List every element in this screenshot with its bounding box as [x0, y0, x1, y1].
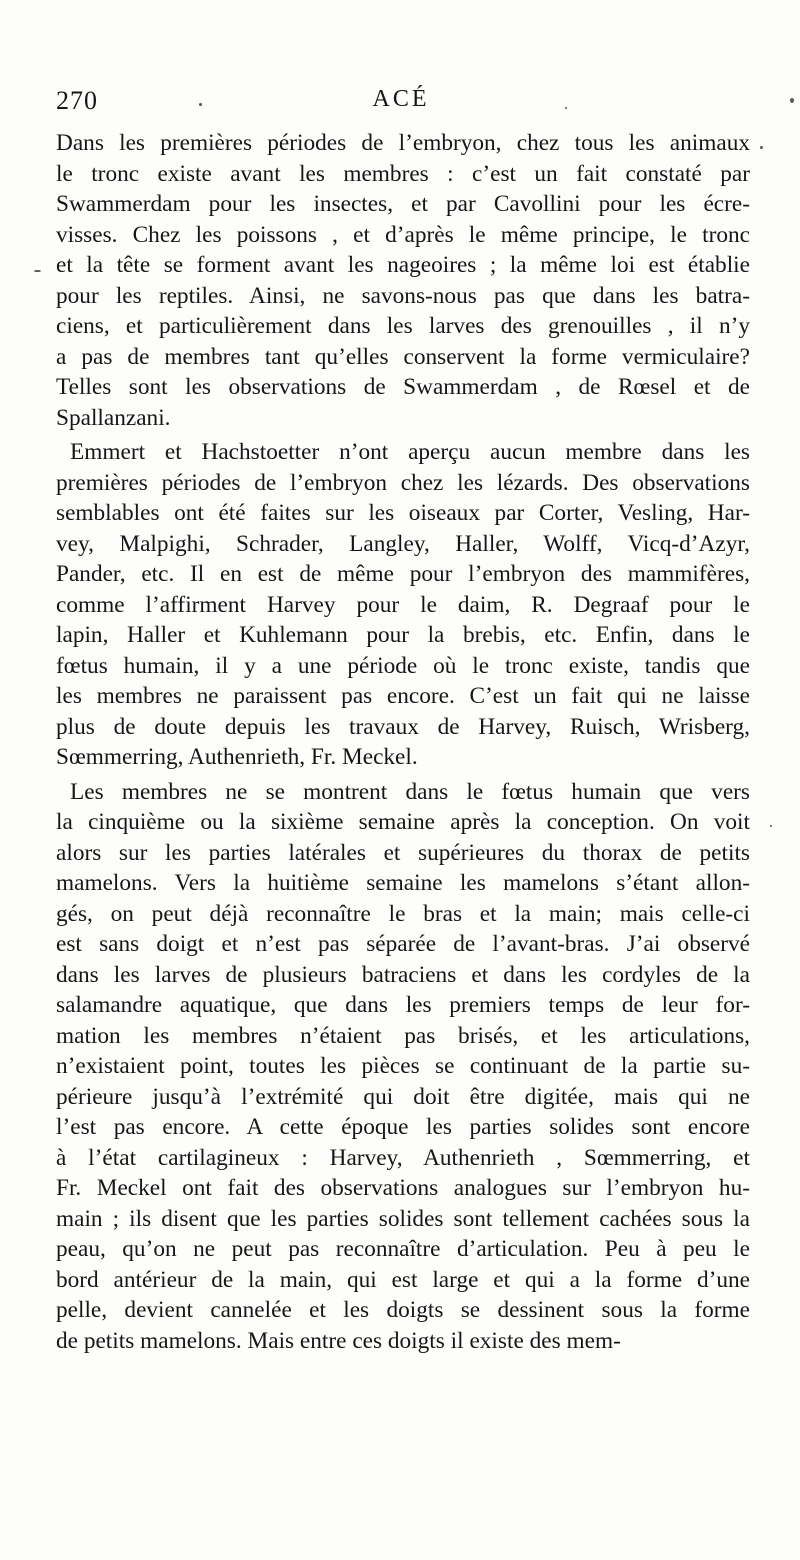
text-line: main ; ils disent que les parties solides sont tellement cachées sous la: [56, 1205, 750, 1232]
text-line: Les membres ne se montrent dans le fœtus humain que vers: [70, 778, 750, 805]
text-line: ciens, et particulièrement dans les larves des grenouilles , il n’y: [56, 313, 750, 339]
text-line: Telles sont les observations de Swammerdam , de Rœsel et de: [56, 374, 750, 400]
text-line: Sœmmerring, Authenrieth, Fr. Meckel.: [56, 744, 418, 770]
text-line: de petits mamelons. Mais entre ces doigts il existe des mem-: [56, 1327, 621, 1354]
text-line: la cinquième ou la sixième semaine après la conception. On voit: [56, 809, 750, 835]
text-line: premières périodes de l’embryon chez les lézards. Des observations: [56, 469, 750, 496]
text-line: mation les membres n’étaient pas brisés, et les articulations,: [56, 1022, 750, 1049]
text-line: salamandre aquatique, que dans les premiers temps de leur for-: [56, 992, 750, 1018]
text-line: Swammerdam pour les insectes, et par Cavollini pour les écre-: [56, 191, 750, 217]
text-line: Dans les premières périodes de l’embryon, chez tous les animaux: [56, 130, 750, 156]
text-line: n’existaient point, toutes les pièces se continuant de la partie su-: [56, 1053, 750, 1079]
text-line: dans les larves de plusieurs batraciens et dans les cordyles de la: [56, 961, 750, 988]
text-line: Pander, etc. Il en est de même pour l’embryon des mammifères,: [56, 561, 750, 587]
text-line: périeure jusqu’à l’extrémité qui doit être digitée, mais qui ne: [56, 1083, 750, 1110]
text-line: Emmert et Hachstoetter n’ont aperçu aucun membre dans les: [70, 439, 750, 465]
page-number: 270: [56, 86, 98, 115]
text-line: pour les reptiles. Ainsi, ne savons-nous pas que dans les batra-: [56, 282, 750, 309]
text-line: comme l’affirment Harvey pour le daim, R. Degraaf pour le: [56, 591, 750, 618]
text-line: alors sur les parties latérales et supérieures du thorax de petits: [56, 839, 750, 866]
page-header: [56, 86, 746, 122]
text-line: vey, Malpighi, Schrader, Langley, Haller, Wolff, Vicq-d’Azyr,: [56, 530, 750, 557]
text-line: l’est pas encore. A cette époque les parties solides sont encore: [56, 1114, 750, 1140]
text-line: fœtus humain, il y a une période où le tronc existe, tandis que: [56, 652, 750, 679]
body-text: [56, 128, 750, 1356]
text-line: les membres ne paraissent pas encore. C’est un fait qui ne laisse: [56, 683, 750, 709]
text-line: pelle, devient cannelée et les doigts se dessinent sous la forme: [56, 1297, 750, 1323]
text-line: à l’état cartilagineux : Harvey, Authenrieth , Sœmmerring, et: [56, 1144, 750, 1171]
text-line: semblables ont été faites sur les oiseaux par Corter, Vesling, Har-: [56, 500, 750, 526]
text-line: Fr. Meckel ont fait des observations analogues sur l’embryon hu-: [56, 1175, 750, 1201]
text-line: mamelons. Vers la huitième semaine les mamelons s’étant allon-: [56, 870, 750, 896]
text-line: Spallanzani.: [56, 404, 171, 431]
text-line: gés, on peut déjà reconnaître le bras et la main; mais celle-ci: [56, 900, 750, 927]
text-line: bord antérieur de la main, qui est large et qui a la forme d’une: [56, 1266, 750, 1293]
text-line: peau, qu’on ne peut pas reconnaître d’articulation. Peu à peu le: [56, 1236, 750, 1262]
running-head: ACÉ: [372, 86, 430, 112]
text-line: a pas de membres tant qu’elles conservent la forme vermiculaire?: [56, 343, 750, 370]
text-line: et la tête se forment avant les nageoires ; la même loi est établie: [56, 252, 750, 278]
text-line: est sans doigt et n’est pas séparée de l’avant-bras. J’ai observé: [56, 931, 750, 957]
text-line: visses. Chez les poissons , et d’après le même principe, le tronc: [56, 221, 750, 248]
text-line: le tronc existe avant les membres : c’est un fait constaté par: [56, 160, 750, 187]
text-line: plus de doute depuis les travaux de Harvey, Ruisch, Wrisberg,: [56, 713, 750, 740]
text-line: lapin, Haller et Kuhlemann pour la brebis, etc. Enfin, dans le: [56, 622, 750, 648]
